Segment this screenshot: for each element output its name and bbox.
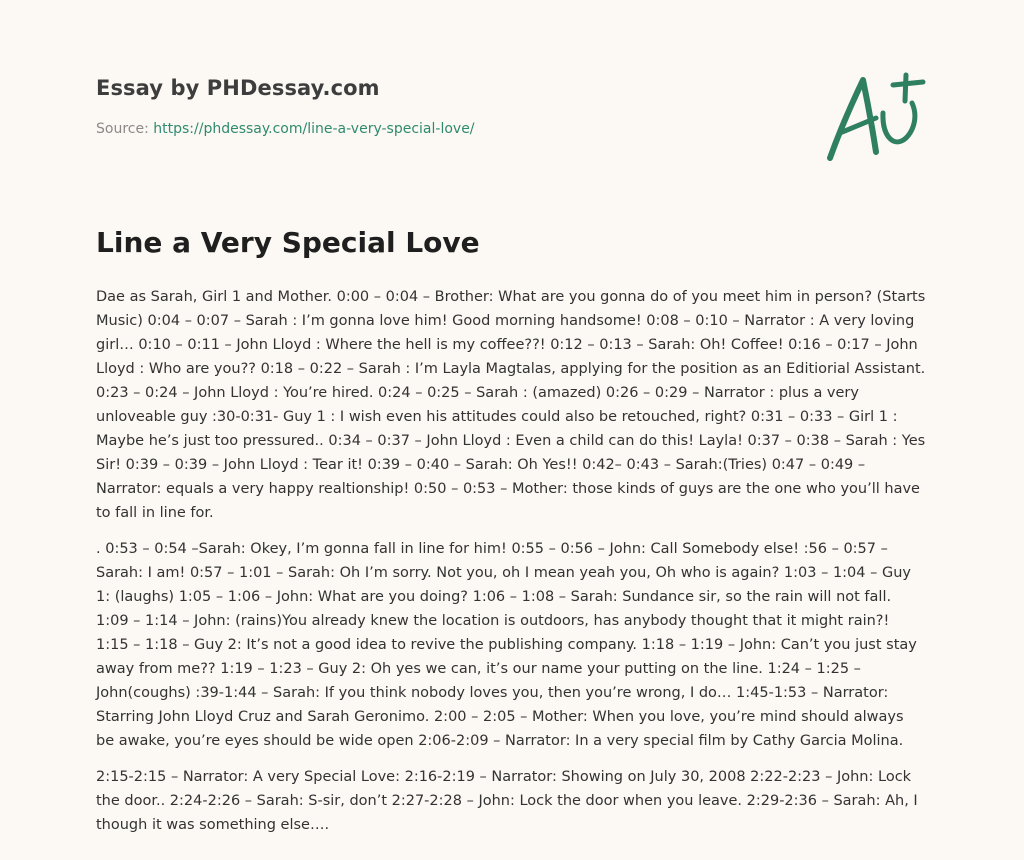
essay-header: [96, 76, 796, 137]
article-paragraph: . 0:53 – 0:54 –Sarah: Okey, I’m gonna fall in line for him! 0:55 – 0:56 – John: Call Somebody else! :56 – 0:57 – Sarah: I am! 0:57 – 1:01 – Sarah: Oh I’m sorry. Not you, oh I mean yeah you, Oh who is again? 1:03 – 1:04 – Guy 1: (laughs) 1:05 – 1:06 – John: What are you doing? 1:06 – 1:08 – Sarah: Sundance sir, so the rain will not fall. 1:09 – 1:14 – John: (rains)You already knew the location is outdoors, has anybody thought that it might rain?! 1:15 – 1:18 – Guy 2: It’s not a good idea to revive the publishing company. 1:18 – 1:19 – John: Can’t you just stay away from me?? 1:19 – 1:23 – Guy 2: Oh yes we can, it’s our name your putting on the line. 1:24 – 1:25 – John(coughs) :39-1:44 – Sarah: If you think nobody loves you, then you’re wrong, I do… 1:45-1:53 – Narrator: Starring John Lloyd Cruz and Sarah Geronimo. 2:00 – 2:05 – Mother: When you love, you’re mind should always be awake, you’re eyes should be wide open 2:06-2:09 – Narrator: In a very special film by Cathy Garcia Molina.: [96, 541, 917, 749]
article-title: Line a Very Special Love: [96, 226, 480, 259]
article-paragraph: 2:15-2:15 – Narrator: A very Special Love: 2:16-2:19 – Narrator: Showing on July 30, 2008 2:22-2:23 – John: Lock the door.. 2:24-2:26 – Sarah: S-sir, don’t 2:27-2:28 – John: Lock the door when you leave. 2:29-2:36 – Sarah: Ah, I though it was something else….: [96, 769, 918, 833]
a-plus-logo: [820, 68, 930, 168]
article-paragraph: Dae as Sarah, Girl 1 and Mother. 0:00 – 0:04 – Brother: What are you gonna do of you meet him in person? (Starts Music) 0:04 – 0:07 – Sarah : I’m gonna love him! Good morning handsome! 0:08 – 0:10 – Narrator : A very loving girl… 0:10 – 0:11 – John Lloyd : Where the hell is my coffee??! 0:12 – 0:13 – Sarah: Oh! Coffee! 0:16 – 0:17 – John Lloyd : Who are you?? 0:18 – 0:22 – Sarah : I’m Layla Magtalas, applying for the position as an Editiorial Assistant. 0:23 – 0:24 – John Lloyd : You’re hired. 0:24 – 0:25 – Sarah : (amazed) 0:26 – 0:29 – Narrator : plus a very unloveable guy :30-0:31- Guy 1 : I wish even his attitudes could also be retouched, right? 0:31 – 0:33 – Girl 1 : Maybe he’s just too pressured.. 0:34 – 0:37 – John Lloyd : Even a child can do this! Layla! 0:37 – 0:38 – Sarah : Yes Sir! 0:39 – 0:39 – John Lloyd : Tear it! 0:39 – 0:40 – Sarah: Oh Yes!! 0:42– 0:43 – Sarah:(Tries) 0:47 – 0:49 – Narrator: equals a very happy realtionship! 0:50 – 0:53 – Mother: those kinds of guys are the one who you’ll have to fall in line for.: [96, 289, 926, 521]
a-plus-icon: [820, 68, 930, 168]
source-label: Source:: [96, 121, 149, 137]
article-body: [96, 285, 926, 849]
site-brand: Essay by PHDessay.com: [96, 76, 380, 100]
source-line: [96, 121, 796, 137]
source-link[interactable]: https://phdessay.com/line-a-very-special-love/: [153, 121, 475, 137]
